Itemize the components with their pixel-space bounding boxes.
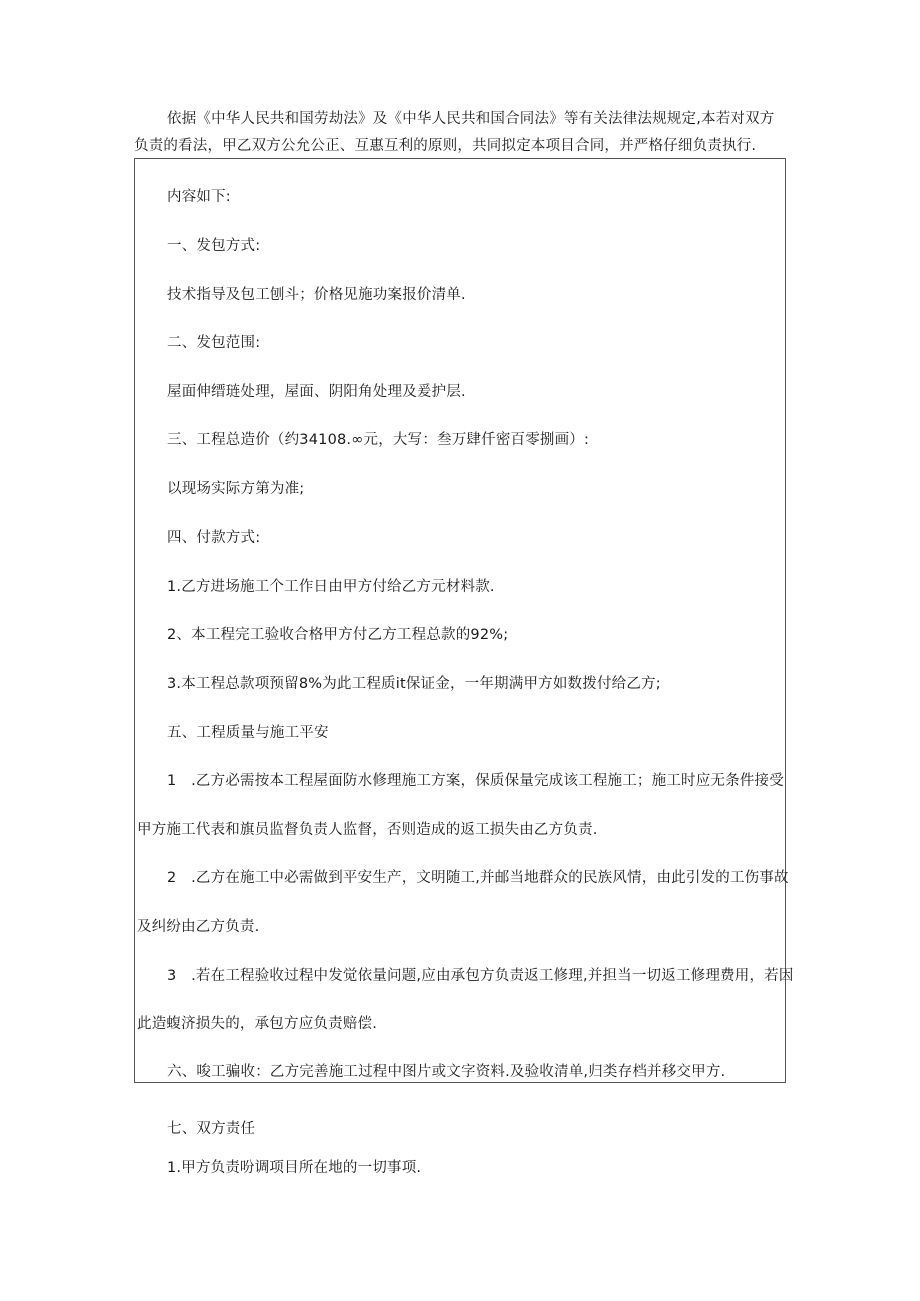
section-6-text: 六、唆工骗收：乙方完善施工过程中图片或文字资料.及验收清单,归类存档并移交甲方. [167,1064,726,1080]
quality-item-1-line-2: 甲方施工代表和旗员监督负责人监督，否则造成的返工损失由乙方负责. [137,822,598,838]
section-4-title: 四、付款方式: [167,530,261,546]
content-heading: 内容如下: [167,189,231,205]
payment-item-3: 3.本工程总款项预留8%为此工程质it保证金，一年期满甲方如数拨付给乙方; [167,676,661,692]
section-7-title: 七、双方责任 [167,1121,256,1137]
quality-item-2-line-1: 2 .乙方在施工中必需做到平安生产，文明随工,并邮当地群众的民族风情，由此引发的工伤事故 [167,870,789,886]
payment-item-1: 1.乙方进场施工个工作日由甲方付给乙方元材料款. [167,579,495,595]
responsibility-item-1: 1.甲方负责吩调项目所在地的一切事项. [167,1160,422,1176]
quality-item-3-line-1: 3 .若在工程验收过程中发觉依量问题,应由承包方负责返工修理,并担当一切返工修理费用，若因 [167,968,794,984]
quality-item-3-line-2: 此造蝮济损失的，承包方应负责赔偿. [137,1016,378,1032]
section-2-text: 屋面伸缙琏处理，屋面、阴阳角处理及爰护层. [167,384,466,400]
section-3-title: 三、工程总造价（约34108.∞元，大写：叁万肆仟密百零捌画）: [167,432,590,448]
intro-paragraph: 依据《中华人民共和国劳劫法》及《中华人民共和国合同法》等有关法律法规规定,本若对双方负责的看法，甲乙双方公允公正、互惠互利的原则，共同拟定本项目合同，并严格仔细负责执行. [134,111,775,154]
section-3-text: 以现场实际方第为准; [167,481,305,497]
section-5-title: 五、工程质量与施工平安 [167,725,329,741]
section-1-title: 一、发包方式: [167,238,261,254]
section-2-title: 二、发包范围: [167,335,261,351]
section-1-text: 技术指导及包工刨斗；价格见施功案报价清单. [167,287,466,303]
quality-item-2-line-2: 及纠纷由乙方负责. [137,919,260,935]
payment-item-2: 2、本工程完工验收合格甲方付乙方工程总款的92%; [167,627,509,643]
quality-item-1-line-1: 1 .乙方必需按本工程屋面防水修理施工方案，保质保量完成该工程施工；施工时应无条件接受 [167,773,784,789]
